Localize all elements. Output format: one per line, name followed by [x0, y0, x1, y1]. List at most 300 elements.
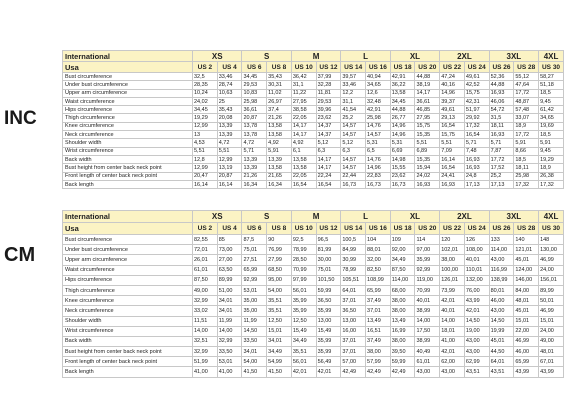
- measurement-value: 11,99: [217, 316, 242, 326]
- measurement-value: 16,73: [366, 180, 391, 188]
- measurement-value: 14,57: [341, 155, 366, 163]
- measurement-value: 37,49: [366, 296, 391, 306]
- measurement-value: 13: [193, 131, 218, 139]
- measurement-value: 108,99: [366, 275, 391, 285]
- measurement-value: 133: [489, 235, 514, 245]
- measurement-value: 57,48: [514, 106, 539, 114]
- measurement-row: [63, 97, 564, 105]
- measurement-value: 156,01: [539, 275, 564, 285]
- measurement-value: 92,00: [390, 245, 415, 255]
- measurement-row: [63, 114, 564, 122]
- measurement-value: 17,32: [464, 122, 489, 130]
- us-size-header: US 12: [316, 62, 341, 73]
- measurement-row: [63, 73, 564, 81]
- measurement-value: 61,01: [193, 265, 218, 275]
- measurement-value: 63,50: [217, 265, 242, 275]
- measurement-value: 15,94: [415, 164, 440, 172]
- measurement-value: 39,96: [316, 106, 341, 114]
- cm-size-table: [62, 210, 564, 378]
- international-label: International: [63, 51, 193, 62]
- measurement-value: 13,39: [217, 131, 242, 139]
- measurement-value: 27,51: [242, 255, 267, 265]
- measurement-value: 43,00: [464, 347, 489, 357]
- measurement-value: 140: [514, 235, 539, 245]
- measurement-value: 37,01: [366, 306, 391, 316]
- measurement-value: 21,26: [267, 114, 292, 122]
- measurement-value: 14,96: [440, 89, 465, 97]
- measurement-value: 65,99: [366, 285, 391, 295]
- measurement-value: 26,97: [267, 97, 292, 105]
- measurement-value: 42,91: [390, 73, 415, 81]
- measurement-value: 42,01: [440, 296, 465, 306]
- measurement-value: 32,99: [193, 296, 218, 306]
- measurement-value: 52,36: [489, 73, 514, 81]
- measurement-row: [63, 306, 564, 316]
- measurement-value: 4,72: [217, 139, 242, 147]
- measurement-value: 34,45: [193, 106, 218, 114]
- us-size-header: US 18: [390, 62, 415, 73]
- measurement-value: 22,83: [366, 172, 391, 180]
- measurement-value: 35,51: [267, 296, 292, 306]
- measurement-value: 34,45: [242, 73, 267, 81]
- measurement-value: 35,43: [267, 73, 292, 81]
- measurement-value: 17,72: [514, 131, 539, 139]
- measurement-value: 35,99: [291, 296, 316, 306]
- measurement-value: 70,99: [291, 265, 316, 275]
- measurement-value: 102,01: [440, 245, 465, 255]
- measurement-value: 18,11: [514, 164, 539, 172]
- measurement-label: Hips circumference: [63, 106, 193, 114]
- measurement-value: 97,99: [291, 275, 316, 285]
- measurement-value: 37,01: [341, 296, 366, 306]
- measurement-value: 37,99: [316, 73, 341, 81]
- measurement-value: 38,99: [415, 306, 440, 316]
- measurement-label: Back width: [63, 336, 193, 346]
- measurement-value: 35,99: [316, 306, 341, 316]
- measurement-value: 45,01: [489, 336, 514, 346]
- measurement-value: 54,72: [489, 106, 514, 114]
- measurement-value: 6,3: [316, 147, 341, 155]
- measurement-value: 29,13: [440, 114, 465, 122]
- measurement-value: 14,50: [464, 316, 489, 326]
- measurement-value: 44,88: [390, 106, 415, 114]
- measurement-value: 41,00: [193, 367, 218, 377]
- measurement-value: 37,49: [366, 336, 391, 346]
- measurement-row: [63, 245, 564, 255]
- measurement-value: 16,54: [464, 131, 489, 139]
- measurement-value: 41,50: [267, 367, 292, 377]
- measurement-value: 14,17: [291, 122, 316, 130]
- measurement-value: 54,00: [242, 357, 267, 367]
- measurement-value: 49,61: [440, 106, 465, 114]
- measurement-value: 56,49: [316, 357, 341, 367]
- measurement-value: 38,00: [390, 296, 415, 306]
- measurement-value: 40,01: [440, 306, 465, 316]
- measurement-value: 13,58: [291, 155, 316, 163]
- measurement-value: 39,50: [390, 347, 415, 357]
- measurement-value: 34,01: [217, 296, 242, 306]
- measurement-value: 13,58: [267, 164, 292, 172]
- measurement-label: Hips circumference: [63, 275, 193, 285]
- measurement-value: 37,01: [341, 347, 366, 357]
- measurement-value: 51,99: [193, 357, 218, 367]
- measurement-value: 4,53: [193, 139, 218, 147]
- measurement-value: 95,00: [267, 275, 292, 285]
- measurement-value: 14,00: [193, 326, 218, 336]
- intl-size-xl: XL: [390, 51, 439, 62]
- measurement-value: 5,51: [193, 147, 218, 155]
- measurement-value: 23,62: [390, 172, 415, 180]
- measurement-value: 10,83: [242, 89, 267, 97]
- measurement-label: Bust circumference: [63, 235, 193, 245]
- measurement-value: 42,01: [464, 306, 489, 316]
- measurement-value: 13,19: [217, 164, 242, 172]
- measurement-value: 100,5: [341, 235, 366, 245]
- measurement-value: 37,01: [341, 336, 366, 346]
- measurement-row: [63, 326, 564, 336]
- measurement-value: 14,57: [341, 164, 366, 172]
- measurement-value: 78,99: [291, 245, 316, 255]
- measurement-value: 22,05: [291, 114, 316, 122]
- measurement-value: 5,31: [366, 139, 391, 147]
- us-size-header: US 22: [440, 223, 465, 235]
- measurement-value: 43,99: [464, 296, 489, 306]
- measurement-value: 32,48: [366, 97, 391, 105]
- measurement-value: 108,00: [464, 245, 489, 255]
- measurement-value: 34,01: [267, 336, 292, 346]
- measurement-value: 17,13: [464, 180, 489, 188]
- us-size-header: US 28: [514, 223, 539, 235]
- measurement-value: 18,9: [539, 164, 564, 172]
- measurement-value: 14,00: [440, 316, 465, 326]
- inch-table-body: [63, 51, 564, 189]
- measurement-value: 11,22: [291, 89, 316, 97]
- measurement-value: 57,99: [366, 357, 391, 367]
- measurement-value: 39,37: [440, 97, 465, 105]
- measurement-value: 30,31: [267, 81, 292, 89]
- measurement-value: 15,75: [464, 89, 489, 97]
- measurement-value: 25,98: [366, 114, 391, 122]
- intl-size-xs: XS: [193, 51, 242, 62]
- measurement-value: 9,45: [539, 147, 564, 155]
- measurement-value: 18,9: [514, 122, 539, 130]
- measurement-row: [63, 122, 564, 130]
- measurement-value: 24,00: [539, 326, 564, 336]
- measurement-value: 35,99: [316, 336, 341, 346]
- measurement-value: 29,92: [464, 114, 489, 122]
- us-size-header: US 12: [316, 223, 341, 235]
- measurement-value: 109: [390, 235, 415, 245]
- measurement-row: [63, 89, 564, 97]
- measurement-value: 13,39: [267, 155, 292, 163]
- measurement-value: 64,01: [341, 285, 366, 295]
- measurement-value: 41,50: [242, 367, 267, 377]
- measurement-value: 97,00: [415, 245, 440, 255]
- us-size-header: US 16: [366, 62, 391, 73]
- measurement-value: 36,61: [415, 97, 440, 105]
- measurement-value: 51,00: [217, 285, 242, 295]
- measurement-row: [63, 255, 564, 265]
- measurement-value: 138,99: [489, 275, 514, 285]
- measurement-value: 59,99: [390, 357, 415, 367]
- measurement-value: 22,00: [514, 326, 539, 336]
- measurement-value: 41,00: [440, 336, 465, 346]
- measurement-value: 57,00: [341, 357, 366, 367]
- measurement-value: 96,5: [316, 235, 341, 245]
- measurement-value: 49,00: [193, 285, 218, 295]
- us-size-header: US 2: [193, 223, 218, 235]
- measurement-value: 20,47: [193, 172, 218, 180]
- measurement-value: 33,50: [217, 347, 242, 357]
- measurement-value: 12,99: [193, 122, 218, 130]
- measurement-value: 16,00: [341, 326, 366, 336]
- measurement-value: 73,99: [440, 285, 465, 295]
- measurement-value: 38,19: [415, 81, 440, 89]
- measurement-value: 24,02: [193, 97, 218, 105]
- measurement-value: 114: [415, 235, 440, 245]
- measurement-value: 80,01: [489, 285, 514, 295]
- measurement-value: 12,99: [193, 164, 218, 172]
- measurement-value: 53,01: [242, 285, 267, 295]
- measurement-value: 43,00: [440, 367, 465, 377]
- measurement-value: 35,99: [291, 306, 316, 316]
- measurement-value: 114,00: [489, 245, 514, 255]
- measurement-value: 46,00: [489, 296, 514, 306]
- measurement-value: 35,00: [242, 296, 267, 306]
- measurement-value: 17,50: [415, 326, 440, 336]
- us-size-header: US 14: [341, 62, 366, 73]
- us-size-header: US 16: [366, 223, 391, 235]
- measurement-value: 9,45: [539, 97, 564, 105]
- measurement-value: 61,01: [415, 357, 440, 367]
- measurement-row: [63, 367, 564, 377]
- intl-size-s: S: [242, 211, 291, 223]
- measurement-value: 82,50: [366, 265, 391, 275]
- measurement-value: 4,72: [242, 139, 267, 147]
- measurement-value: 16,93: [464, 164, 489, 172]
- measurement-value: 38,00: [440, 255, 465, 265]
- measurement-label: Thigh circumference: [63, 285, 193, 295]
- measurement-label: Bust height from center back neck point: [63, 164, 193, 172]
- measurement-value: 43,99: [514, 367, 539, 377]
- measurement-value: 34,65: [366, 81, 391, 89]
- measurement-value: 5,51: [440, 139, 465, 147]
- measurement-value: 18,5: [514, 155, 539, 163]
- measurement-value: 51,18: [539, 81, 564, 89]
- us-size-header: US 6: [242, 62, 267, 73]
- measurement-value: 35,99: [415, 255, 440, 265]
- measurement-value: 36,42: [291, 73, 316, 81]
- measurement-value: 65,99: [242, 265, 267, 275]
- measurement-value: 21,26: [242, 172, 267, 180]
- measurement-value: 5,12: [341, 139, 366, 147]
- measurement-value: 29,53: [242, 81, 267, 89]
- measurement-value: 47,24: [440, 73, 465, 81]
- international-header-row: [63, 211, 564, 223]
- measurement-value: 42,01: [440, 347, 465, 357]
- measurement-value: 16,93: [489, 131, 514, 139]
- measurement-value: 40,94: [366, 73, 391, 81]
- measurement-value: 14,57: [366, 131, 391, 139]
- measurement-value: 17,32: [514, 180, 539, 188]
- measurement-value: 44,88: [489, 81, 514, 89]
- measurement-value: 89,99: [539, 285, 564, 295]
- measurement-row: [63, 285, 564, 295]
- measurement-value: 27,99: [267, 255, 292, 265]
- usa-label: Usa: [63, 62, 193, 73]
- measurement-value: 68,50: [267, 265, 292, 275]
- us-size-header: US 4: [217, 62, 242, 73]
- measurement-value: 20,87: [217, 172, 242, 180]
- measurement-value: 38,00: [390, 306, 415, 316]
- measurement-value: 21,65: [267, 172, 292, 180]
- measurement-value: 16,93: [440, 180, 465, 188]
- measurement-label: Under bust circumference: [63, 245, 193, 255]
- measurement-value: 126: [464, 235, 489, 245]
- measurement-row: [63, 106, 564, 114]
- measurement-value: 42,52: [464, 81, 489, 89]
- usa-header-row: [63, 62, 564, 73]
- measurement-label: Front length of center back neck point: [63, 172, 193, 180]
- measurement-value: 13,78: [242, 122, 267, 130]
- measurement-value: 13,00: [316, 316, 341, 326]
- measurement-value: 15,01: [539, 316, 564, 326]
- measurement-value: 14,50: [242, 326, 267, 336]
- measurement-row: [63, 296, 564, 306]
- measurement-value: 68,00: [390, 285, 415, 295]
- unit-label-inc: INC: [4, 108, 37, 129]
- measurement-value: 11,51: [193, 316, 218, 326]
- measurement-value: 25: [217, 97, 242, 105]
- measurement-value: 27,00: [217, 255, 242, 265]
- us-size-header: US 20: [415, 62, 440, 73]
- measurement-value: 76,00: [464, 285, 489, 295]
- measurement-value: 16,73: [390, 180, 415, 188]
- intl-size-4xl: 4XL: [539, 51, 564, 62]
- measurement-value: 104: [366, 235, 391, 245]
- measurement-value: 90: [267, 235, 292, 245]
- measurement-value: 44,88: [415, 73, 440, 81]
- measurement-value: 14,17: [316, 164, 341, 172]
- measurement-value: 87,5: [242, 235, 267, 245]
- measurement-row: [63, 180, 564, 188]
- measurement-value: 34,49: [267, 347, 292, 357]
- measurement-value: 12,50: [267, 316, 292, 326]
- measurement-value: 37,4: [267, 106, 292, 114]
- measurement-value: 40,01: [415, 296, 440, 306]
- measurement-value: 30,00: [316, 255, 341, 265]
- measurement-value: 54,00: [267, 285, 292, 295]
- measurement-value: 7,09: [440, 147, 465, 155]
- measurement-value: 89,99: [217, 275, 242, 285]
- usa-label: Usa: [63, 223, 193, 235]
- us-size-header: US 8: [267, 223, 292, 235]
- measurement-value: 12,8: [193, 155, 218, 163]
- measurement-value: 92,99: [415, 265, 440, 275]
- measurement-value: 146,00: [514, 275, 539, 285]
- measurement-value: 14,98: [390, 155, 415, 163]
- measurement-value: 32,00: [366, 255, 391, 265]
- measurement-value: 43,51: [464, 367, 489, 377]
- measurement-value: 26,38: [539, 172, 564, 180]
- measurement-value: 56,01: [291, 285, 316, 295]
- measurement-value: 16,14: [193, 180, 218, 188]
- measurement-value: 22,05: [291, 172, 316, 180]
- measurement-row: [63, 131, 564, 139]
- measurement-value: 48,87: [514, 97, 539, 105]
- us-size-header: US 24: [464, 62, 489, 73]
- measurement-value: 16,51: [366, 326, 391, 336]
- measurement-value: 15,49: [316, 326, 341, 336]
- measurement-value: 14,50: [489, 316, 514, 326]
- measurement-value: 34,01: [242, 347, 267, 357]
- measurement-value: 10,24: [193, 89, 218, 97]
- intl-size-l: L: [341, 51, 390, 62]
- us-size-header: US 4: [217, 223, 242, 235]
- measurement-value: 17,72: [514, 89, 539, 97]
- measurement-value: 130,00: [539, 245, 564, 255]
- measurement-value: 16,14: [217, 180, 242, 188]
- measurement-value: 31,1: [341, 97, 366, 105]
- measurement-value: 148: [539, 235, 564, 245]
- measurement-value: 49,61: [464, 73, 489, 81]
- measurement-value: 5,91: [539, 139, 564, 147]
- measurement-value: 32,51: [193, 336, 218, 346]
- measurement-value: 24,8: [464, 172, 489, 180]
- measurement-value: 13,49: [366, 316, 391, 326]
- measurement-value: 15,35: [415, 131, 440, 139]
- measurement-value: 15,55: [390, 164, 415, 172]
- measurement-value: 16,93: [464, 155, 489, 163]
- measurement-value: 18,5: [539, 131, 564, 139]
- measurement-value: 16,54: [291, 180, 316, 188]
- measurement-value: 14,76: [366, 122, 391, 130]
- measurement-value: 15,75: [415, 122, 440, 130]
- measurement-value: 110,01: [464, 265, 489, 275]
- measurement-value: 36,50: [341, 306, 366, 316]
- measurement-value: 84,00: [514, 285, 539, 295]
- measurement-value: 43,99: [539, 367, 564, 377]
- measurement-label: Wrist circumference: [63, 326, 193, 336]
- measurement-value: 116,99: [489, 265, 514, 275]
- measurement-value: 19,69: [539, 122, 564, 130]
- measurement-value: 5,91: [267, 147, 292, 155]
- us-size-header: US 30: [539, 223, 564, 235]
- measurement-value: 58,27: [539, 73, 564, 81]
- measurement-value: 31,1: [291, 81, 316, 89]
- measurement-value: 42,31: [464, 97, 489, 105]
- measurement-value: 7,87: [489, 147, 514, 155]
- intl-size-2xl: 2XL: [440, 51, 489, 62]
- measurement-row: [63, 347, 564, 357]
- measurement-value: 62,99: [464, 357, 489, 367]
- measurement-value: 45,01: [514, 306, 539, 316]
- measurement-row: [63, 275, 564, 285]
- measurement-value: 19,00: [464, 326, 489, 336]
- measurement-value: 48,01: [514, 296, 539, 306]
- measurement-value: 47,64: [514, 81, 539, 89]
- measurement-value: 33,07: [514, 114, 539, 122]
- measurement-label: Bust height from center back neck point: [63, 347, 193, 357]
- measurement-value: 14,00: [415, 316, 440, 326]
- measurement-value: 35,51: [267, 306, 292, 316]
- measurement-value: 15,35: [415, 155, 440, 163]
- measurement-row: [63, 265, 564, 275]
- measurement-value: 10,63: [217, 89, 242, 97]
- measurement-value: 20,87: [242, 114, 267, 122]
- measurement-value: 4,92: [291, 139, 316, 147]
- us-size-header: US 26: [489, 223, 514, 235]
